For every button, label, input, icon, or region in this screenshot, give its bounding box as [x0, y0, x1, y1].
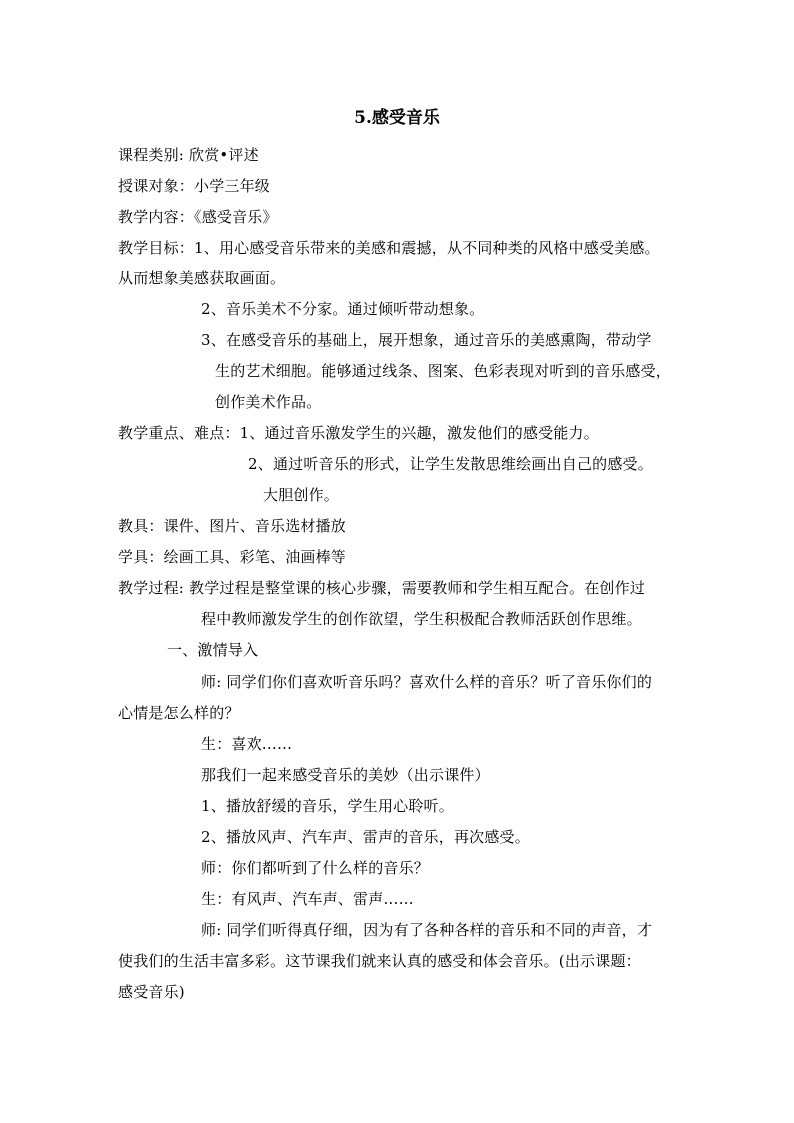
teacher-ask-line: 师：你们都听到了什么样的音乐？: [201, 859, 430, 877]
objective-line-1-cont: 从而想象美感获取画面。: [118, 269, 286, 287]
objective-line-1: 教学目标：1、用心感受音乐带来的美感和震撼，从不同种类的风格中感受美感。: [118, 239, 660, 257]
show-courseware-line: 那我们一起来感受音乐的美妙（出示课件）: [201, 766, 490, 784]
process-line-1-cont: 程中教师激发学生的创作欲望，学生积极配合教师活跃创作思维。: [201, 610, 642, 628]
content-line: 教学内容：《感受音乐》: [118, 208, 278, 226]
teacher-question-cont: 心情是怎么样的？: [118, 704, 240, 722]
step-2-line: 2、播放风声、汽车声、雷声的音乐，再次感受。: [201, 828, 530, 846]
student-tools-line: 学具：绘画工具、彩笔、油画棒等: [118, 548, 347, 566]
objective-line-3-cont-b: 创作美术作品。: [215, 393, 322, 411]
student-answer-line-1: 生：喜欢……: [201, 735, 293, 753]
teacher-summary-cont-a: 使我们的生活丰富多彩。这节课我们就来认真的感受和体会音乐。(出示课题：: [118, 952, 641, 970]
key-points-line-2: 2、通过听音乐的形式，让学生发散思维绘画出自己的感受。: [248, 455, 653, 473]
student-answer-line-2: 生：有风声、汽车声、雷声……: [201, 890, 414, 908]
teaching-aids-line: 教具：课件、图片、音乐选材播放: [118, 517, 347, 535]
objective-line-3: 3、在感受音乐的基础上，展开想象，通过音乐的美感熏陶，带动学: [201, 331, 652, 349]
teacher-question-line: 师: 同学们你们喜欢听音乐吗？喜欢什么样的音乐？听了音乐你们的: [201, 673, 653, 691]
key-points-line-2-cont: 大胆创作。: [263, 486, 340, 504]
objective-line-3-cont-a: 生的艺术细胞。能够通过线条、图案、色彩表现对听到的音乐感受，: [215, 362, 672, 380]
course-category-line: 课程类别: 欣赏•评述: [118, 146, 259, 164]
audience-line: 授课对象：小学三年级: [118, 177, 271, 195]
teacher-summary-line: 师: 同学们听得真仔细，因为有了各种各样的音乐和不同的声音，才: [201, 921, 653, 939]
section-heading-intro: 一、激情导入: [167, 641, 259, 659]
key-points-line-1: 教学重点、难点：1、通过音乐激发学生的兴趣，激发他们的感受能力。: [118, 424, 599, 442]
document-title: 5.感受音乐: [354, 108, 440, 128]
process-line-1: 教学过程: 教学过程是整堂课的核心步骤，需要教师和学生相互配合。在创作过: [118, 579, 646, 597]
step-1-line: 1、播放舒缓的音乐，学生用心聆听。: [201, 797, 454, 815]
teacher-summary-cont-b: 感受音乐): [118, 983, 185, 1001]
objective-line-2: 2、音乐美术不分家。通过倾听带动想象。: [201, 300, 485, 318]
